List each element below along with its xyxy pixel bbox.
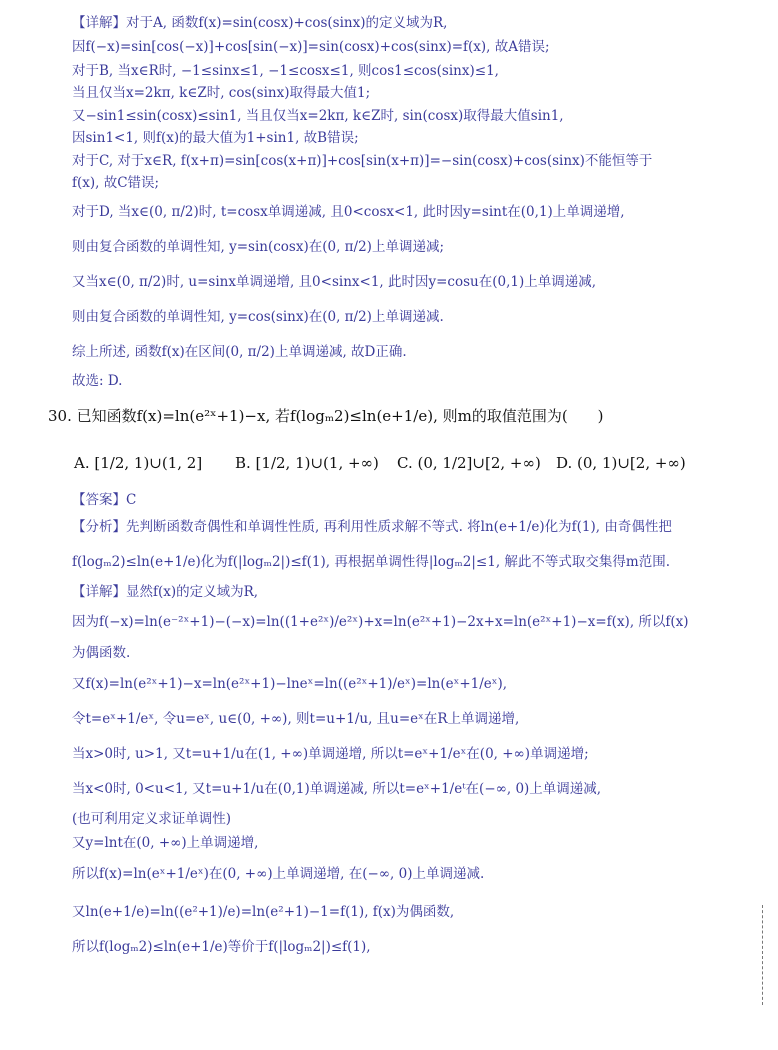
analysis-line: 【分析】先判断函数奇偶性和单调性性质, 再利用性质求解不等式. 将ln(e+1/e)化为f(1), 由奇偶性把	[72, 519, 672, 535]
solution-line: 当x>0时, u>1, 又t=u+1/u在(1, +∞)单调递增, 所以t=eˣ+1/eˣ在(0, +∞)单调递增;	[72, 746, 589, 762]
solution-line: 故选: D.	[72, 373, 123, 389]
solution-line: 令t=eˣ+1/eˣ, 令u=eˣ, u∈(0, +∞), 则t=u+1/u, 且u=eˣ在R上单调递增,	[72, 711, 520, 727]
option-a: A. [1/2, 1)∪(1, 2]	[74, 454, 203, 472]
solution-line: 又f(x)=ln(e²ˣ+1)−x=ln(e²ˣ+1)−lneˣ=ln((e²ˣ+1)/eˣ)=ln(eˣ+1/eˣ),	[72, 676, 508, 692]
solution-line: 对于C, 对于x∈R, f(x+π)=sin[cos(x+π)]+cos[sin(x+π)]=−sin(cosx)+cos(sinx)不能恒等于	[72, 153, 653, 169]
solution-line: 则由复合函数的单调性知, y=sin(cosx)在(0, π/2)上单调递减;	[72, 239, 444, 255]
answer-line: 【答案】C	[72, 492, 137, 508]
solution-line: 对于D, 当x∈(0, π/2)时, t=cosx单调递减, 且0<cosx<1, 此时因y=sint在(0,1)上单调递增,	[72, 204, 625, 220]
analysis-line: f(logₘ2)≤ln(e+1/e)化为f(|logₘ2|)≤f(1), 再根据单调性得|logₘ2|≤1, 解此不等式取交集得m范围.	[72, 554, 670, 570]
solution-line: f(x), 故C错误;	[72, 175, 160, 191]
solution-line: 因sin1<1, 则f(x)的最大值为1+sin1, 故B错误;	[72, 130, 359, 146]
solution-line: 又ln(e+1/e)=ln((e²+1)/e)=ln(e²+1)−1=f(1), f(x)为偶函数,	[72, 904, 455, 920]
solution-line: 【详解】显然f(x)的定义域为R,	[72, 584, 259, 600]
solution-line: 所以f(logₘ2)≤ln(e+1/e)等价于f(|logₘ2|)≤f(1),	[72, 939, 371, 955]
solution-line: 当且仅当x=2kπ, k∈Z时, cos(sinx)取得最大值1;	[72, 85, 371, 101]
solution-line: 当x<0时, 0<u<1, 又t=u+1/u在(0,1)单调递减, 所以t=eˣ+1/eᵗ在(−∞, 0)上单调递减,	[72, 781, 602, 797]
solution-line: (也可利用定义求证单调性)	[72, 811, 232, 827]
option-b: B. [1/2, 1)∪(1, +∞)	[235, 454, 379, 472]
solution-line: 所以f(x)=ln(eˣ+1/eˣ)在(0, +∞)上单调递增, 在(−∞, 0)上单调递减.	[72, 866, 485, 882]
solution-line: 因f(−x)=sin[cos(−x)]+cos[sin(−x)]=sin(cosx)+cos(sinx)=f(x), 故A错误;	[72, 39, 550, 55]
option-c: C. (0, 1/2]∪[2, +∞)	[397, 454, 541, 472]
question-30: 30. 已知函数f(x)=ln(e²ˣ+1)−x, 若f(logₘ2)≤ln(e+1/e), 则m的取值范围为( )	[48, 407, 604, 425]
solution-line: 因为f(−x)=ln(e⁻²ˣ+1)−(−x)=ln((1+e²ˣ)/e²ˣ)+x=ln(e²ˣ+1)−2x+x=ln(e²ˣ+1)−x=f(x), 所以f(x)	[72, 614, 689, 630]
solution-line: 【详解】对于A, 函数f(x)=sin(cosx)+cos(sinx)的定义域为R,	[72, 15, 448, 31]
solution-line: 综上所述, 函数f(x)在区间(0, π/2)上单调递减, 故D正确.	[72, 344, 407, 360]
solution-line: 为偶函数.	[72, 645, 131, 661]
option-d: D. (0, 1)∪[2, +∞)	[556, 454, 686, 472]
solution-line: 又−sin1≤sin(cosx)≤sin1, 当且仅当x=2kπ, k∈Z时, sin(cosx)取得最大值sin1,	[72, 108, 564, 124]
solution-line: 则由复合函数的单调性知, y=cos(sinx)在(0, π/2)上单调递减.	[72, 309, 444, 325]
solution-line: 又y=lnt在(0, +∞)上单调递增,	[72, 835, 259, 851]
binding-margin-line	[762, 905, 763, 1005]
solution-line: 又当x∈(0, π/2)时, u=sinx单调递增, 且0<sinx<1, 此时因y=cosu在(0,1)上单调递减,	[72, 274, 597, 290]
solution-line: 对于B, 当x∈R时, −1≤sinx≤1, −1≤cosx≤1, 则cos1≤cos(sinx)≤1,	[72, 63, 499, 79]
